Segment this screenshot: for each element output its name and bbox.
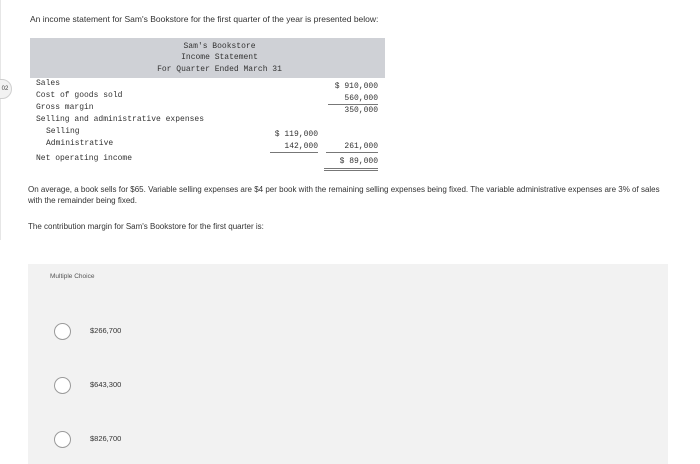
row-admin-total: 261,000 [326,141,378,153]
radio-button[interactable] [54,431,71,448]
multiple-choice-panel [28,264,668,464]
statement-header [30,38,385,78]
row-gross-value: 350,000 [344,106,378,115]
multiple-choice-label: Multiple Choice [50,273,95,280]
row-admin-label: Administrative [46,139,114,148]
radio-button[interactable] [54,377,71,394]
row-sga-label: Selling and administrative expenses [36,115,205,124]
choice-option-2[interactable] [28,365,668,405]
question-info: On average, a book sells for $65. Variable selling expenses are $4 per book with the remaining selling expenses being fixed. The variable administrative expenses are 3% of sales with the remainder being fixed. [28,185,660,205]
statement-company: Sam's Bookstore [183,42,256,51]
choice-option-3[interactable] [28,419,668,459]
choice-label: $826,700 [90,434,122,443]
row-selling-label: Selling [46,127,80,136]
row-cogs-label: Cost of goods sold [36,91,123,100]
row-sales-label: Sales [36,79,61,88]
row-cogs-value: 560,000 [328,93,378,105]
choice-label: $266,700 [90,326,122,335]
row-selling-value: $ 119,000 [274,130,318,139]
row-gross-label: Gross margin [36,103,94,112]
row-net-label: Net operating income [36,154,133,163]
statement-period: For Quarter Ended March 31 [157,65,282,74]
question-prompt: The contribution margin for Sam's Bookstore for the first quarter is: [28,222,264,231]
radio-button[interactable] [54,323,71,340]
choice-option-1[interactable] [28,311,668,351]
question-intro: An income statement for Sam's Bookstore for the first quarter of the year is presented below: [30,14,379,24]
statement-title: Income Statement [181,53,258,62]
choice-label: $643,300 [90,380,122,389]
row-net-value: $ 89,000 [324,156,378,171]
side-tab-label: 02 [1,86,9,92]
row-admin-value: 142,000 [270,141,318,153]
question-side-tab[interactable] [0,79,12,99]
left-divider [0,0,1,240]
row-sales-value: $ 910,000 [334,82,378,91]
income-statement [30,38,385,166]
